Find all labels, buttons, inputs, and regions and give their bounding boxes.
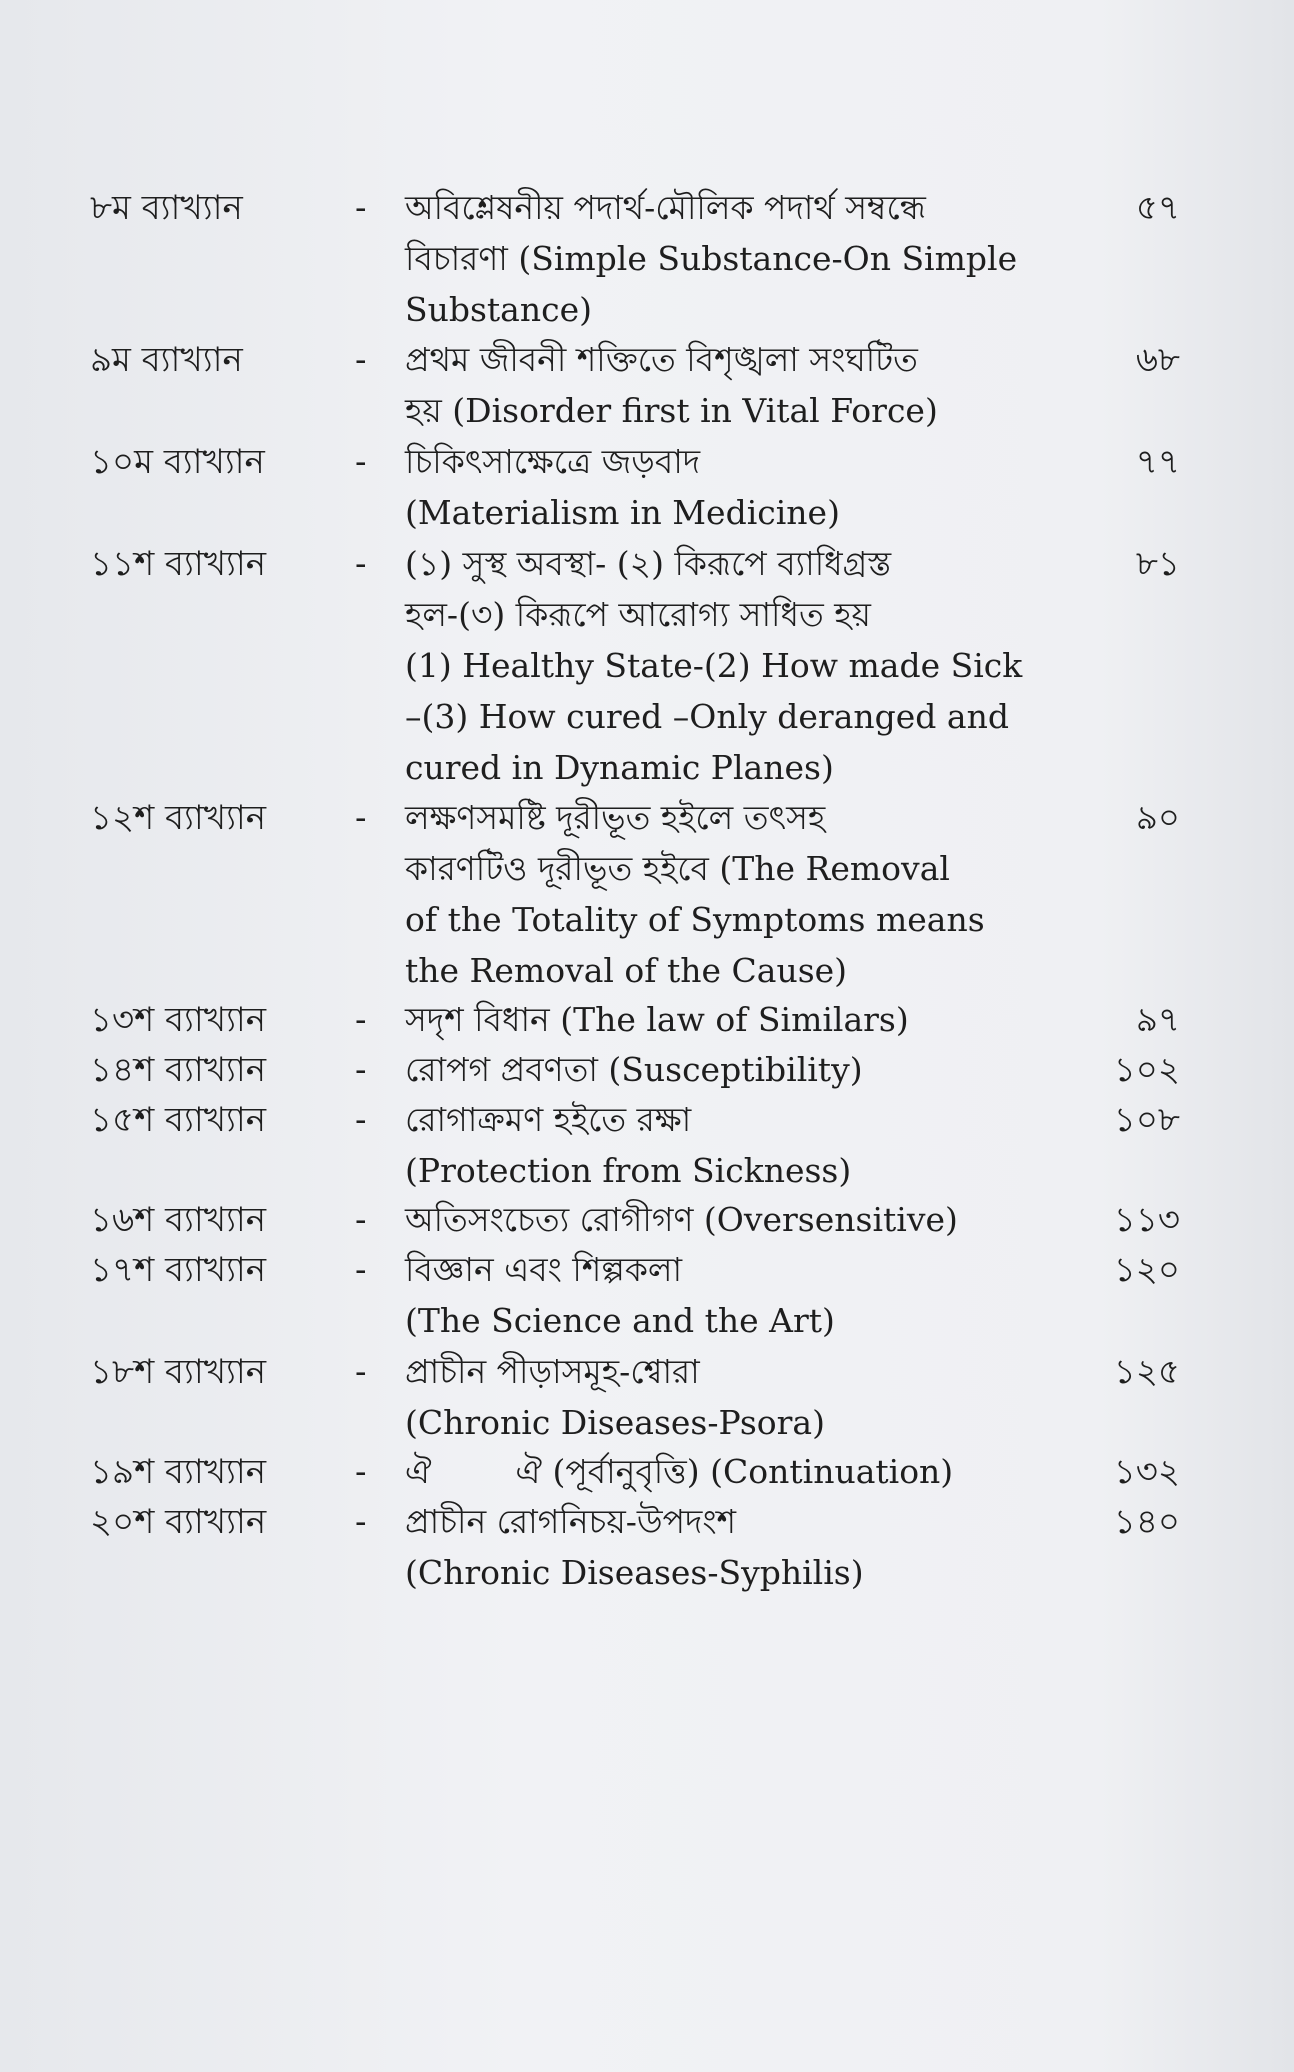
lecture-label: ১৫শ ব্যাখ্যান bbox=[90, 1100, 267, 1140]
title-line: (1) Healthy State-(2) How made Sick bbox=[405, 646, 1023, 685]
separator-dash: - bbox=[355, 1100, 367, 1140]
title-line: অতিসংচেত্য রোগীগণ (Oversensitive) bbox=[405, 1200, 958, 1239]
lecture-label: ৮ম ব্যাখ্যান bbox=[90, 188, 243, 228]
lecture-label: ৯ম ব্যাখ্যান bbox=[90, 340, 243, 380]
separator-dash: - bbox=[355, 1000, 367, 1040]
title-line: Substance) bbox=[405, 290, 592, 329]
page-number: ১৩২ bbox=[1113, 1452, 1180, 1492]
separator-dash: - bbox=[355, 1200, 367, 1240]
lecture-label: ১১শ ব্যাখ্যান bbox=[90, 544, 267, 584]
page-number: ১০৮ bbox=[1113, 1100, 1180, 1140]
title-line: প্রাচীন রোগনিচয়-উপদংশ bbox=[405, 1502, 737, 1541]
separator-dash: - bbox=[355, 1352, 367, 1392]
lecture-title bbox=[405, 1194, 1055, 1245]
page-number: ৭৭ bbox=[1135, 442, 1180, 482]
lecture-title bbox=[405, 1244, 1055, 1346]
lecture-label: ১৬শ ব্যাখ্যান bbox=[90, 1200, 267, 1240]
separator-dash: - bbox=[355, 1250, 367, 1290]
title-line: (The Science and the Art) bbox=[405, 1301, 835, 1340]
title-line: –(3) How cured –Only deranged and bbox=[405, 697, 1009, 736]
lecture-title bbox=[405, 538, 1055, 793]
lecture-label: ১২শ ব্যাখ্যান bbox=[90, 798, 267, 838]
page-number: ৬৮ bbox=[1135, 340, 1180, 380]
page-number: ১৪০ bbox=[1113, 1502, 1180, 1542]
separator-dash: - bbox=[355, 798, 367, 838]
page-number: ৯০ bbox=[1135, 798, 1180, 838]
lecture-label: ১৪শ ব্যাখ্যান bbox=[90, 1050, 267, 1090]
separator-dash: - bbox=[355, 340, 367, 380]
page-number: ১১৩ bbox=[1113, 1200, 1180, 1240]
separator-dash: - bbox=[355, 544, 367, 584]
title-line: হল-(৩) কিরূপে আরোগ্য সাধিত হয় bbox=[405, 595, 871, 634]
title-line: of the Totality of Symptoms means bbox=[405, 900, 985, 939]
title-line: কারণটিও দূরীভূত হইবে (The Removal bbox=[405, 849, 950, 888]
page-number: ৯৭ bbox=[1135, 1000, 1180, 1040]
title-line: রোগাক্রমণ হইতে রক্ষা bbox=[405, 1100, 692, 1139]
title-line: (১) সুস্থ অবস্থা- (২) কিরূপে ব্যাধিগ্রস্ত bbox=[405, 544, 892, 583]
title-line: সদৃশ বিধান (The law of Similars) bbox=[405, 1000, 909, 1039]
lecture-title bbox=[405, 436, 1055, 538]
separator-dash: - bbox=[355, 1050, 367, 1090]
lecture-title bbox=[405, 1044, 1055, 1095]
title-line: চিকিৎসাক্ষেত্রে জড়বাদ bbox=[405, 442, 701, 481]
title-line: (Materialism in Medicine) bbox=[405, 493, 840, 532]
title-line: বিজ্ঞান এবং শিল্পকলা bbox=[405, 1250, 683, 1289]
page-number: ১২৫ bbox=[1113, 1352, 1180, 1392]
lecture-title bbox=[405, 792, 1055, 996]
separator-dash: - bbox=[355, 1502, 367, 1542]
lecture-title bbox=[405, 1496, 1055, 1598]
separator-dash: - bbox=[355, 188, 367, 228]
title-line: (Protection from Sickness) bbox=[405, 1151, 852, 1190]
lecture-label: ১৩শ ব্যাখ্যান bbox=[90, 1000, 267, 1040]
page-number: ৮১ bbox=[1135, 544, 1180, 584]
lecture-title bbox=[405, 334, 1055, 436]
title-line: cured in Dynamic Planes) bbox=[405, 748, 834, 787]
page-number: ১২০ bbox=[1113, 1250, 1180, 1290]
title-line: (Chronic Diseases-Psora) bbox=[405, 1403, 825, 1442]
lecture-label: ১৯শ ব্যাখ্যান bbox=[90, 1452, 267, 1492]
page-number: ১০২ bbox=[1113, 1050, 1180, 1090]
title-line: ঐ ঐ (পূর্বানুবৃত্তি) (Continuation) bbox=[405, 1452, 954, 1491]
title-line: the Removal of the Cause) bbox=[405, 951, 848, 990]
title-line: লক্ষণসমষ্টি দূরীভূত হইলে তৎসহ bbox=[405, 798, 826, 837]
lecture-title bbox=[405, 1446, 1055, 1497]
lecture-label: ২০শ ব্যাখ্যান bbox=[90, 1502, 267, 1542]
title-line: হয় (Disorder first in Vital Force) bbox=[405, 391, 938, 430]
page-number: ৫৭ bbox=[1135, 188, 1180, 228]
lecture-title bbox=[405, 994, 1055, 1045]
separator-dash: - bbox=[355, 442, 367, 482]
lecture-title bbox=[405, 1094, 1055, 1196]
title-line: বিচারণা (Simple Substance-On Simple bbox=[405, 239, 1018, 278]
lecture-title bbox=[405, 182, 1055, 335]
lecture-label: ১৭শ ব্যাখ্যান bbox=[90, 1250, 267, 1290]
separator-dash: - bbox=[355, 1452, 367, 1492]
lecture-label: ১৮শ ব্যাখ্যান bbox=[90, 1352, 267, 1392]
title-line: (Chronic Diseases-Syphilis) bbox=[405, 1553, 864, 1592]
title-line: রোপগ প্রবণতা (Susceptibility) bbox=[405, 1050, 863, 1089]
title-line: প্রথম জীবনী শক্তিতে বিশৃঙ্খলা সংঘটিত bbox=[405, 340, 918, 379]
lecture-title bbox=[405, 1346, 1055, 1448]
title-line: অবিশ্লেষনীয় পদার্থ-মৌলিক পদার্থ সম্বন্ধে bbox=[405, 188, 926, 227]
lecture-label: ১০ম ব্যাখ্যান bbox=[90, 442, 265, 482]
title-line: প্রাচীন পীড়াসমূহ-শ্বোরা bbox=[405, 1352, 700, 1391]
